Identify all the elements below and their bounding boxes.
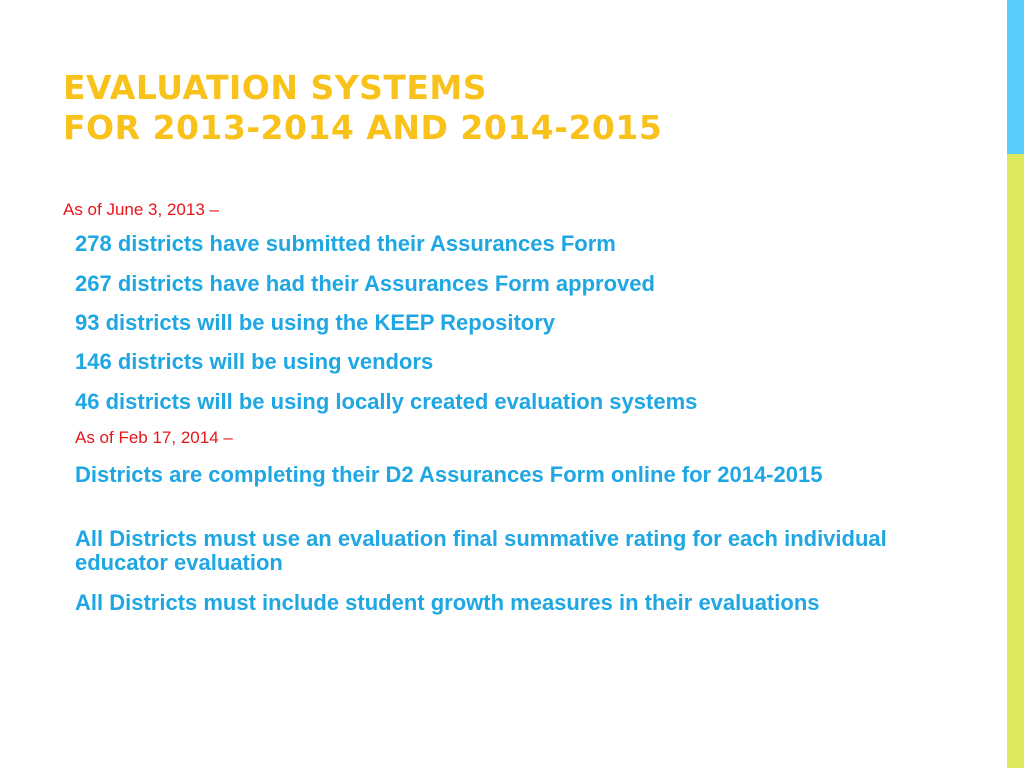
bullet-item: Districts are completing their D2 Assurances Form online for 2014-2015	[75, 462, 823, 487]
bullet-item: 278 districts have submitted their Assurances Form	[75, 231, 616, 256]
title-line-1: EVALUATION SYSTEMS	[63, 68, 488, 107]
bullet-item: 46 districts will be using locally created evaluation systems	[75, 389, 698, 414]
section-heading-feb-2014: As of Feb 17, 2014 –	[75, 428, 233, 447]
accent-bar-green	[1007, 154, 1024, 768]
bullet-item: 267 districts have had their Assurances Form approved	[75, 271, 655, 296]
section-heading-june-2013: As of June 3, 2013 –	[63, 200, 219, 219]
bullet-item: All Districts must include student growth measures in their evaluations	[75, 590, 820, 615]
title-line-2: FOR 2013-2014 AND 2014-2015	[63, 108, 663, 147]
bullet-item: 146 districts will be using vendors	[75, 349, 434, 374]
bullet-item: 93 districts will be using the KEEP Repository	[75, 310, 556, 335]
accent-bar-blue	[1007, 0, 1024, 154]
slide-title	[63, 68, 963, 148]
bullet-item: All Districts must use an evaluation final summative rating for each individual educator evaluation	[75, 526, 887, 575]
